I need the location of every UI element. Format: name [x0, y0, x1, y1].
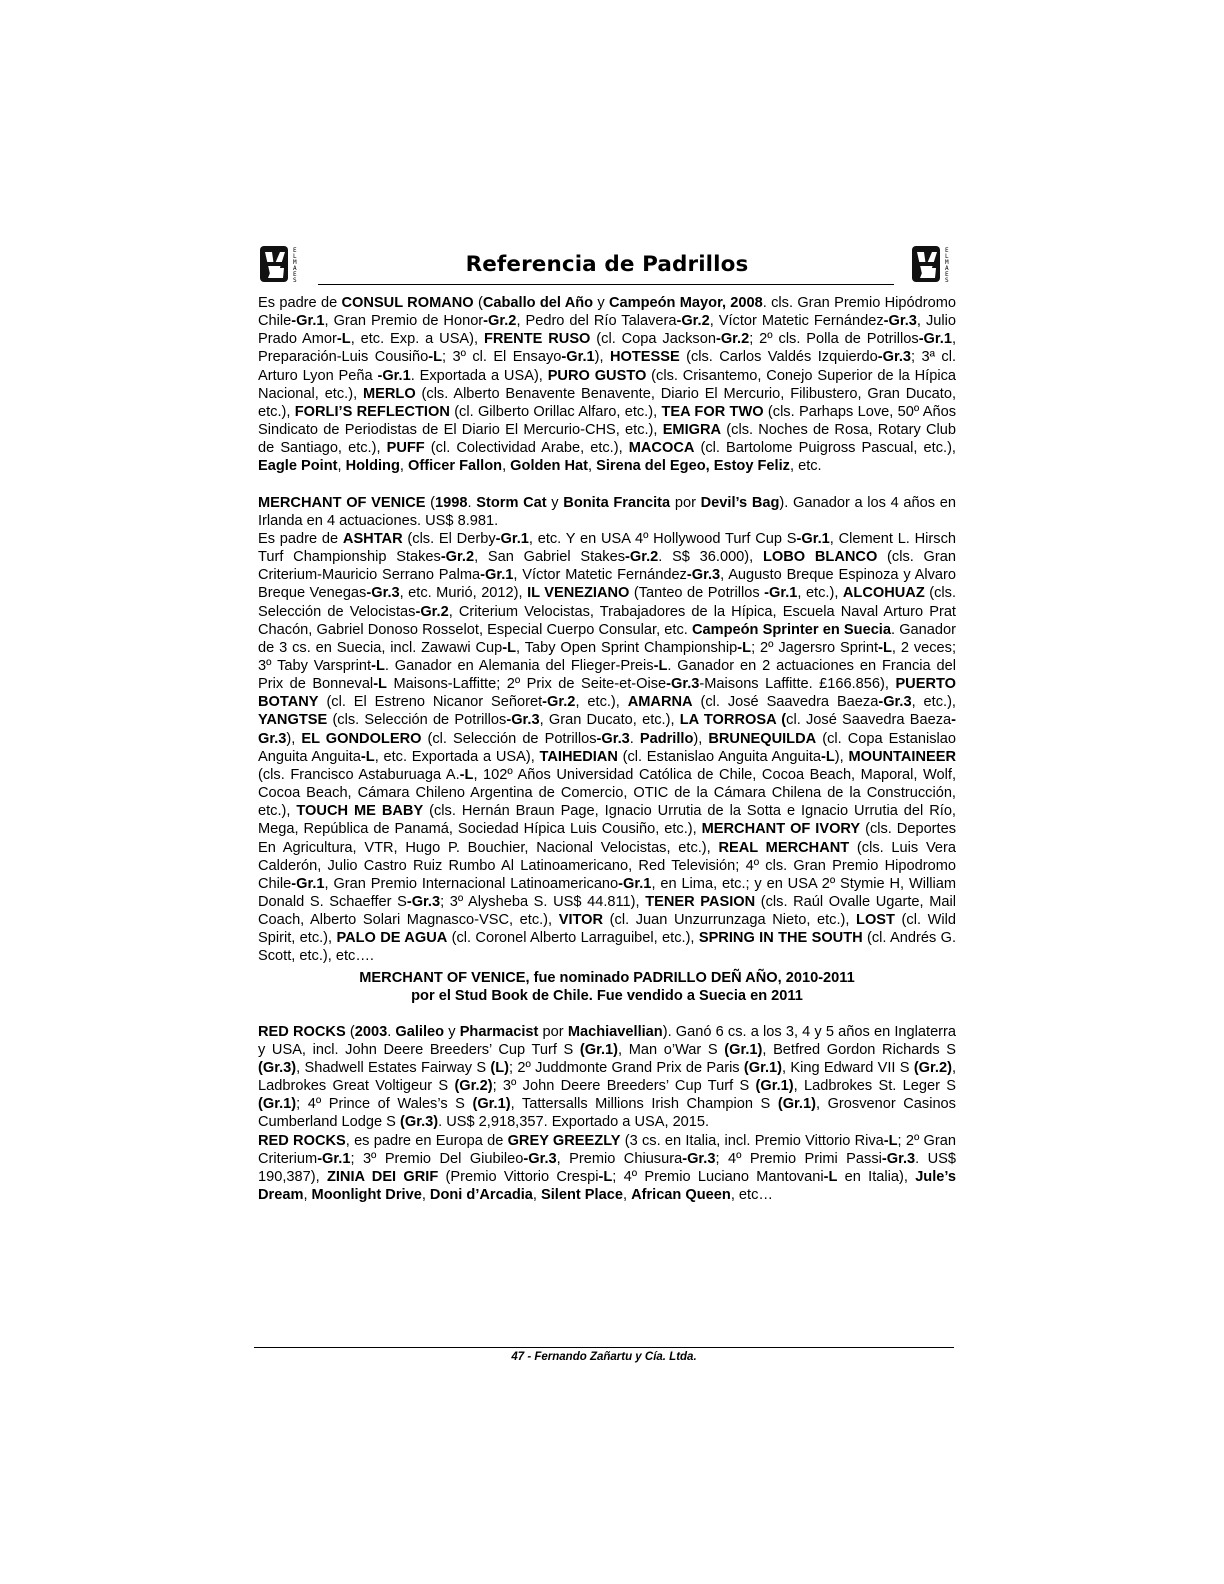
- logo-letter: A: [945, 265, 949, 272]
- bold-run: -Gr.3: [596, 730, 630, 747]
- bold-run: -Gr.1: [918, 331, 952, 348]
- bold-run: ASHTAR: [342, 530, 403, 547]
- text-run: ; 2º Gran Criterium: [258, 1132, 956, 1167]
- bold-run: TOUCH ME BABY: [296, 803, 424, 820]
- bold-run: 2003: [354, 1023, 388, 1040]
- text-run: , Gran Ducato, etc.),: [539, 712, 680, 729]
- bold-run: Padrillo: [639, 730, 694, 747]
- text-run: (cl. José Saavedra Baeza: [692, 694, 879, 711]
- bold-run: -Gr.2: [440, 549, 475, 566]
- text-run: -Maisons Laffitte. £166.856),: [699, 676, 896, 693]
- bold-run: PUERTO BOTANY: [258, 676, 956, 711]
- text-run: (cl. Selección de Potrillos: [421, 730, 597, 747]
- bold-run: -Gr.3: [883, 313, 917, 330]
- bold-run: (Gr.3): [399, 1114, 439, 1131]
- bold-run: (Gr.3): [258, 1059, 297, 1076]
- bold-run: Machiavellian: [567, 1023, 663, 1040]
- bold-run: -Gr.1: [291, 875, 325, 892]
- bold-run: -L: [360, 748, 375, 765]
- text-run: cl. José Saavedra Baeza: [786, 712, 952, 729]
- text-run: ; 3º John Deere Breeders’ Cup Turf S: [492, 1078, 756, 1095]
- bold-run: MERCHANT OF IVORY: [701, 821, 861, 838]
- text-run: por: [538, 1023, 568, 1040]
- bold-run: Officer Fallon: [408, 458, 503, 475]
- text-run: , Julio Prado Amor: [258, 313, 956, 348]
- bold-run: -Gr.2: [676, 313, 710, 330]
- text-run: , etc…: [730, 1187, 773, 1204]
- text-run: Es padre de: [258, 295, 342, 311]
- text-run: ; 2º Jagersro Sprint: [751, 639, 879, 656]
- bold-run: -Gr.3: [666, 676, 700, 693]
- text-run: , es padre en Europa de: [345, 1132, 508, 1149]
- text-run: ,: [303, 1187, 312, 1204]
- bold-run: GREY GREEZLY: [507, 1132, 621, 1149]
- article-body: [258, 294, 956, 1204]
- bold-run: CONSUL ROMANO: [341, 295, 474, 311]
- text-run: , etc.),: [911, 694, 956, 711]
- bold-run: -Gr.3: [506, 712, 540, 729]
- text-run: (cl. Gilberto Orillac Alfaro, etc.),: [449, 403, 662, 420]
- text-run: , Grosvenor Casinos Cumberland Lodge S: [258, 1096, 956, 1131]
- bold-run: RED ROCKS: [258, 1132, 346, 1149]
- text-run: , Betfred Gordon Richards S: [762, 1041, 956, 1058]
- bold-run: -Gr.3: [881, 1150, 916, 1167]
- bold-run: -L: [653, 657, 668, 674]
- bold-run: Moonlight Drive: [311, 1187, 422, 1204]
- bold-run: (Gr.2): [913, 1059, 952, 1076]
- text-run: por: [670, 494, 701, 511]
- nomination-note: [258, 969, 956, 1005]
- text-run: (cl. El Estreno Nicanor Señoret: [318, 694, 543, 711]
- text-run: (cl. Juan Unzurrunzaga Nieto, etc.),: [603, 912, 857, 929]
- text-run: , etc. Exp. a USA),: [350, 331, 484, 348]
- text-run: ; 3º Premio Del Giubileo: [350, 1150, 524, 1167]
- bold-run: -Gr.1: [764, 585, 798, 602]
- text-run: ),: [693, 730, 709, 747]
- bold-run: Storm Cat: [476, 494, 547, 511]
- text-run: y: [546, 494, 564, 511]
- text-run: ). Ganador a los 4 años en Irlanda en 4 actuaciones. US$ 8.981.: [258, 494, 957, 529]
- text-run: , etc. Y en USA 4º Hollywood Turf Cup S: [528, 530, 797, 547]
- text-run: ; 4º Premio Primi Passi: [715, 1150, 882, 1167]
- bold-run: MACOCA: [628, 440, 695, 457]
- bold-run: MERLO: [362, 385, 416, 402]
- paragraph: [258, 530, 956, 966]
- note-line: por el Stud Book de Chile. Fue vendido a Suecia en 2011: [411, 987, 803, 1004]
- text-run: ,: [337, 458, 346, 475]
- text-run: , Ladbrokes St. Leger S: [793, 1078, 956, 1095]
- text-run: (Tanteo de Potrillos: [629, 585, 765, 602]
- text-run: (cls. Deportes En Agricultura, VTR, Hugo P. Bouchier, Nacional Velocistas, etc.),: [258, 821, 957, 856]
- text-run: .: [467, 494, 477, 511]
- text-run: (cls. Noches de Rosa, Rotary Club de Santiago, etc.),: [258, 422, 956, 457]
- bold-run: -Gr.1: [561, 349, 595, 366]
- logo-letter: S: [945, 277, 949, 284]
- bold-run: -Gr.1: [480, 567, 514, 584]
- bold-run: Campeón Sprinter en Suecia: [691, 621, 891, 638]
- bold-run: -Gr.3: [878, 694, 912, 711]
- bold-run: VITOR: [558, 912, 604, 929]
- note-line: MERCHANT OF VENICE, fue nominado PADRILLO DEÑ AÑO, 2010-2011: [359, 969, 855, 986]
- text-run: (cls. Alberto Benavente Benavente, Diario El Mercurio, Filibustero, Gran Ducato, etc.),: [258, 385, 957, 420]
- bold-run: PALO DE AGUA: [336, 930, 448, 947]
- logo-letter: M: [945, 259, 949, 266]
- text-run: ,: [502, 458, 511, 475]
- bold-run: (L): [490, 1059, 509, 1076]
- document-page: [258, 240, 956, 1204]
- text-run: (cl. Andrés G. Scott, etc.), etc….: [258, 930, 957, 965]
- bold-run: RED ROCKS: [258, 1023, 346, 1040]
- bold-run: -L: [428, 349, 443, 366]
- text-run: ; 2º Juddmonte Grand Prix de Paris: [508, 1059, 744, 1076]
- text-run: , Premio Chiusura: [556, 1150, 683, 1167]
- section-merchant-of-venice: [258, 494, 956, 1005]
- text-run: , etc.),: [797, 585, 843, 602]
- bold-run: (Gr.1): [472, 1096, 511, 1113]
- text-run: (cl. Bartolome Puigross Pascual, etc.),: [694, 440, 956, 457]
- section-spacer: [258, 1005, 956, 1023]
- text-run: , Preparación-Luis Cousiño: [258, 331, 957, 366]
- bold-run: TEA FOR TWO: [661, 403, 764, 420]
- text-run: y: [593, 295, 609, 311]
- text-run: ,: [399, 458, 408, 475]
- bold-run: -Gr.3: [366, 585, 400, 602]
- bold-run: EMIGRA: [662, 422, 722, 439]
- bold-run: -Gr.3: [406, 894, 441, 910]
- logo-letter: L: [945, 253, 949, 260]
- text-run: .: [387, 1023, 396, 1040]
- bold-run: -L: [371, 657, 385, 674]
- text-run: , Tattersalls Millions Irish Champion S: [510, 1096, 778, 1113]
- bold-run: -L: [883, 1132, 898, 1149]
- text-run: (: [473, 295, 483, 311]
- bold-run: EL GONDOLERO: [301, 730, 422, 747]
- text-run: , Víctor Matetic Fernández: [709, 313, 884, 330]
- text-run: (cls. Selección de Potrillos: [327, 712, 507, 729]
- text-run: (cls. Crisantemo, Conejo Superior de la Hípica Nacional, etc.),: [258, 367, 957, 402]
- text-run: y: [444, 1023, 460, 1040]
- text-run: (cl. Copa Jackson: [590, 331, 716, 348]
- text-run: (cl. Coronel Alberto Larraguibel, etc.),: [447, 930, 699, 947]
- section-consul-romano: [258, 294, 956, 476]
- bold-run: Campeón Mayor, 2008: [608, 295, 763, 311]
- bold-run: -Gr.2: [715, 331, 750, 348]
- text-run: ). Ganó 6 cs. a los 3, 4 y 5 años en Inglaterra y USA, incl. John Deere Breeders’ Cup Turf S: [258, 1023, 957, 1058]
- bold-run: ALCOHUAZ: [842, 585, 925, 602]
- text-run: , Taby Open Sprint Championship: [516, 639, 738, 656]
- text-run: (cl. Estanislao Anguita Anguita: [617, 748, 821, 765]
- bold-run: -L: [821, 748, 835, 765]
- bold-run: -Gr.1: [377, 367, 411, 384]
- text-run: . US$ 190,387),: [258, 1150, 957, 1185]
- bold-run: -Gr.2: [483, 313, 517, 330]
- bold-run: LOST: [856, 912, 895, 929]
- title-underline: [318, 284, 894, 285]
- text-run: . cls. Gran Premio Hipódromo Chile: [258, 295, 956, 330]
- text-run: (cls. Gran Criterium-Mauricio Serrano Palma: [258, 549, 956, 584]
- logo-letter: E: [293, 271, 297, 278]
- bold-run: PURO GUSTO: [547, 367, 647, 384]
- text-run: . Exportada a USA),: [410, 367, 548, 384]
- text-run: (cl. Wild Spirit, etc.),: [258, 912, 956, 947]
- bold-run: 1998: [435, 494, 468, 511]
- text-run: (cls. Luis Vera Calderón, Julio Castro Ruiz Rumbo Al Latinoamericano, Red Televisión; 4º cls. Gran Premio Hipodromo Chile: [258, 839, 956, 892]
- bold-run: -L: [336, 331, 351, 348]
- bold-run: -Gr.3: [523, 1150, 557, 1167]
- footer-rule: [254, 1347, 954, 1348]
- text-run: , Ladbrokes Great Voltigeur S: [258, 1059, 956, 1095]
- bold-run: Caballo del Año: [482, 295, 594, 311]
- bold-run: FORLI’S REFLECTION: [294, 403, 450, 420]
- stud-logo-icon: [910, 244, 956, 286]
- bold-run: BRUNEQUILDA: [708, 730, 817, 747]
- text-run: , Víctor Matetic Fernández: [513, 567, 687, 584]
- bold-run: MERCHANT OF VENICE: [258, 494, 426, 511]
- paragraph: [258, 294, 956, 476]
- bold-run: Bonita Francita: [563, 494, 671, 511]
- logo-letter: L: [293, 253, 297, 260]
- bold-run: (Gr.1): [724, 1041, 763, 1058]
- bold-run: FRENTE RUSO: [483, 331, 591, 348]
- bold-run: -Gr.3: [877, 349, 912, 366]
- bold-run: IL VENEZIANO: [527, 585, 630, 602]
- text-run: . S$ 36.000),: [658, 549, 763, 566]
- logo-letter: M: [293, 259, 297, 266]
- text-run: ; 2º cls. Polla de Potrillos: [749, 331, 919, 348]
- bold-run: Jule’s Dream: [258, 1168, 957, 1204]
- bold-run: (Gr.1): [579, 1041, 619, 1058]
- bold-run: Holding: [345, 458, 400, 475]
- bold-run: (Gr.1): [258, 1096, 297, 1113]
- text-run: , etc. Murió, 2012),: [399, 585, 528, 602]
- bold-run: AMARNA: [627, 694, 693, 711]
- bold-run: ZINIA DEI GRIF: [326, 1168, 439, 1185]
- bold-run: PUFF: [386, 440, 425, 457]
- bold-run: Golden Hat: [510, 458, 589, 475]
- text-run: . Ganador en Alemania del Flieger-Preis: [384, 657, 654, 674]
- text-run: (cl. Copa Estanislao Anguita Anguita: [258, 730, 956, 765]
- logo-letter: E: [945, 247, 949, 254]
- bold-run: -Gr.1: [291, 313, 325, 330]
- logo-letter: E: [945, 271, 949, 278]
- bold-run: REAL MERCHANT: [718, 839, 850, 856]
- text-run: (cls. El Derby: [402, 530, 496, 547]
- text-run: (cls. Raúl Ovalle Ugarte, Mail Coach, Alberto Solari Magnasco-VSC, etc.),: [258, 894, 956, 929]
- section-red-rocks: [258, 1023, 956, 1205]
- text-run: . US$ 2,918,357. Exportado a USA, 2015.: [438, 1114, 710, 1131]
- bold-run: Eagle Point: [258, 458, 338, 475]
- bold-run: -L: [598, 1168, 613, 1185]
- text-run: . Ganador en 2 actuaciones en Francia del Prix de Bonneval: [258, 657, 956, 693]
- text-run: (: [345, 1023, 355, 1040]
- text-run: , 2 veces; 3º Taby Varsprint: [258, 639, 956, 674]
- logo-letter: S: [293, 277, 297, 284]
- text-run: (cls. Selección de Velocistas: [258, 585, 956, 620]
- text-run: , Shadwell Estates Fairway S: [296, 1059, 491, 1076]
- text-run: , 102º Años Universidad Católica de Chile, Cocoa Beach, Maporal, Wolf, Cocoa Beach, Cámara Chileno Argentina de Comercio, OTIC de la Cámara Chilena de la Construcción, etc.),: [258, 766, 956, 820]
- text-run: ; 4º Prince of Wales’s S: [296, 1096, 473, 1113]
- text-run: , en Lima, etc.; y en USA 2º Stymie H, William Donald S. Schaeffer S: [258, 875, 956, 910]
- text-run: , etc.),: [575, 694, 628, 711]
- bold-run: SPRING IN THE SOUTH: [698, 930, 863, 947]
- text-run: (cls. Carlos Valdés Izquierdo: [679, 349, 878, 366]
- bold-run: (Gr.2): [454, 1078, 493, 1095]
- bold-run: -Gr.3: [686, 567, 721, 584]
- bold-run: MOUNTAINEER: [848, 748, 956, 765]
- text-run: (cls. Hernán Braun Page, Ignacio Urrutia de la Sotta e Ignacio Urrutia del Río, Mega, República de Panamá, Sociedad Hípica Luis Cousiño, etc.),: [258, 803, 956, 838]
- text-run: ; 3º cl. El Ensayo: [442, 349, 562, 366]
- text-run: (: [425, 494, 436, 511]
- paragraph: [258, 1023, 956, 1132]
- text-run: ),: [286, 730, 302, 747]
- text-run: en Italia),: [837, 1168, 916, 1185]
- page-footer: 47 - Fernando Zañartu y Cía. Ltda.: [511, 1351, 697, 1363]
- page-header: [258, 240, 956, 288]
- text-run: , Gran Premio de Honor: [324, 313, 484, 330]
- text-run: Es padre de: [258, 530, 343, 547]
- text-run: ; 4º Premio Luciano Mantovani: [612, 1168, 824, 1185]
- text-run: ,: [532, 1187, 542, 1204]
- text-run: ),: [594, 349, 610, 366]
- page-title: Referencia de Padrillos: [465, 252, 749, 277]
- section-spacer: [258, 476, 956, 494]
- text-run: ; 3ª cl. Arturo Lyon Peña: [258, 349, 956, 384]
- text-run: , Pedro del Río Talavera: [516, 313, 677, 330]
- text-run: , King Edward VII S: [782, 1059, 914, 1076]
- bold-run: -L: [878, 639, 892, 656]
- paragraph: [258, 1132, 956, 1205]
- bold-run: TAIHEDIAN: [539, 748, 618, 765]
- text-run: ),: [834, 748, 849, 765]
- bold-run: Doni d’Arcadia: [429, 1187, 533, 1204]
- bold-run: -Gr.3: [258, 712, 957, 747]
- bold-run: -Gr.2: [542, 694, 576, 711]
- bold-run: -L: [459, 766, 474, 783]
- text-run: , Man o’War S: [618, 1041, 725, 1058]
- bold-run: African Queen: [631, 1187, 731, 1204]
- bold-run: -Gr.3: [682, 1150, 716, 1167]
- bold-run: -Gr.1: [618, 875, 652, 892]
- bold-run: -Gr.1: [495, 530, 529, 547]
- bold-run: HOTESSE: [609, 349, 680, 366]
- text-run: , etc.: [789, 458, 822, 475]
- text-run: ,: [588, 458, 597, 475]
- paragraph: [258, 494, 956, 530]
- bold-run: Galileo: [395, 1023, 445, 1040]
- text-run: ,: [421, 1187, 430, 1204]
- bold-run: LA TORROSA (: [679, 712, 787, 729]
- text-run: .: [629, 730, 640, 747]
- text-run: (cl. Colectividad Arabe, etc.),: [424, 440, 629, 457]
- bold-run: TENER PASION: [645, 894, 756, 910]
- text-run: . Ganador de 3 cs. en Suecia, incl. Zawawi Cup: [258, 621, 956, 656]
- text-run: ,: [622, 1187, 632, 1204]
- bold-run: -L: [502, 639, 517, 656]
- text-run: , etc. Exportada a USA),: [374, 748, 540, 765]
- text-run: , Gran Premio Internacional Latinoamericano: [324, 875, 619, 892]
- text-run: Maisons-Laffitte; 2º Prix de Seite-et-Oise: [386, 676, 667, 693]
- bold-run: Sirena del Egeo, Estoy Feliz: [596, 458, 790, 475]
- text-run: , Augusto Breque Espinoza y Alvaro Breque Venegas: [258, 567, 956, 602]
- text-run: (cls. Parhaps Love, 50º Años Sindicato de Periodistas de El Diario El Mercurio-CHS, etc.),: [258, 403, 956, 439]
- logo-letter: A: [293, 265, 297, 272]
- bold-run: -L: [823, 1168, 838, 1185]
- text-run: , Criterium Velocistas, Trabajadores de la Hípica, Escuela Naval Arturo Prat Chacón, Gabriel Donoso Rosselot, Especial Cuerpo Consular, etc.: [258, 603, 956, 638]
- bold-run: -Gr.2: [415, 603, 449, 620]
- bold-run: -L: [737, 639, 752, 656]
- bold-run: LOBO BLANCO: [762, 549, 878, 566]
- text-run: (cls. Francisco Astaburuaga A.: [258, 766, 460, 783]
- bold-run: -Gr.2: [625, 549, 659, 566]
- text-run: , Clement L. Hirsch Turf Championship Stakes: [258, 530, 956, 566]
- bold-run: -Gr.1: [317, 1150, 351, 1167]
- text-run: , San Gabriel Stakes: [474, 549, 625, 566]
- bold-run: (Gr.1): [755, 1078, 794, 1095]
- bold-run: Pharmacist: [459, 1023, 539, 1040]
- bold-run: YANGTSE: [258, 712, 328, 729]
- text-run: (Premio Vittorio Crespi: [438, 1168, 599, 1185]
- text-run: (3 cs. en Italia, incl. Premio Vittorio Riva: [620, 1132, 884, 1149]
- logo-letter: E: [293, 247, 297, 254]
- bold-run: -L: [373, 676, 387, 693]
- bold-run: -Gr.1: [796, 530, 830, 547]
- bold-run: Silent Place: [541, 1187, 623, 1204]
- bold-run: (Gr.1): [777, 1096, 816, 1113]
- text-run: ; 3º Alysheba S. US$ 44.811),: [440, 894, 646, 910]
- bold-run: Devil’s Bag: [700, 494, 780, 511]
- bold-run: (Gr.1): [743, 1059, 783, 1076]
